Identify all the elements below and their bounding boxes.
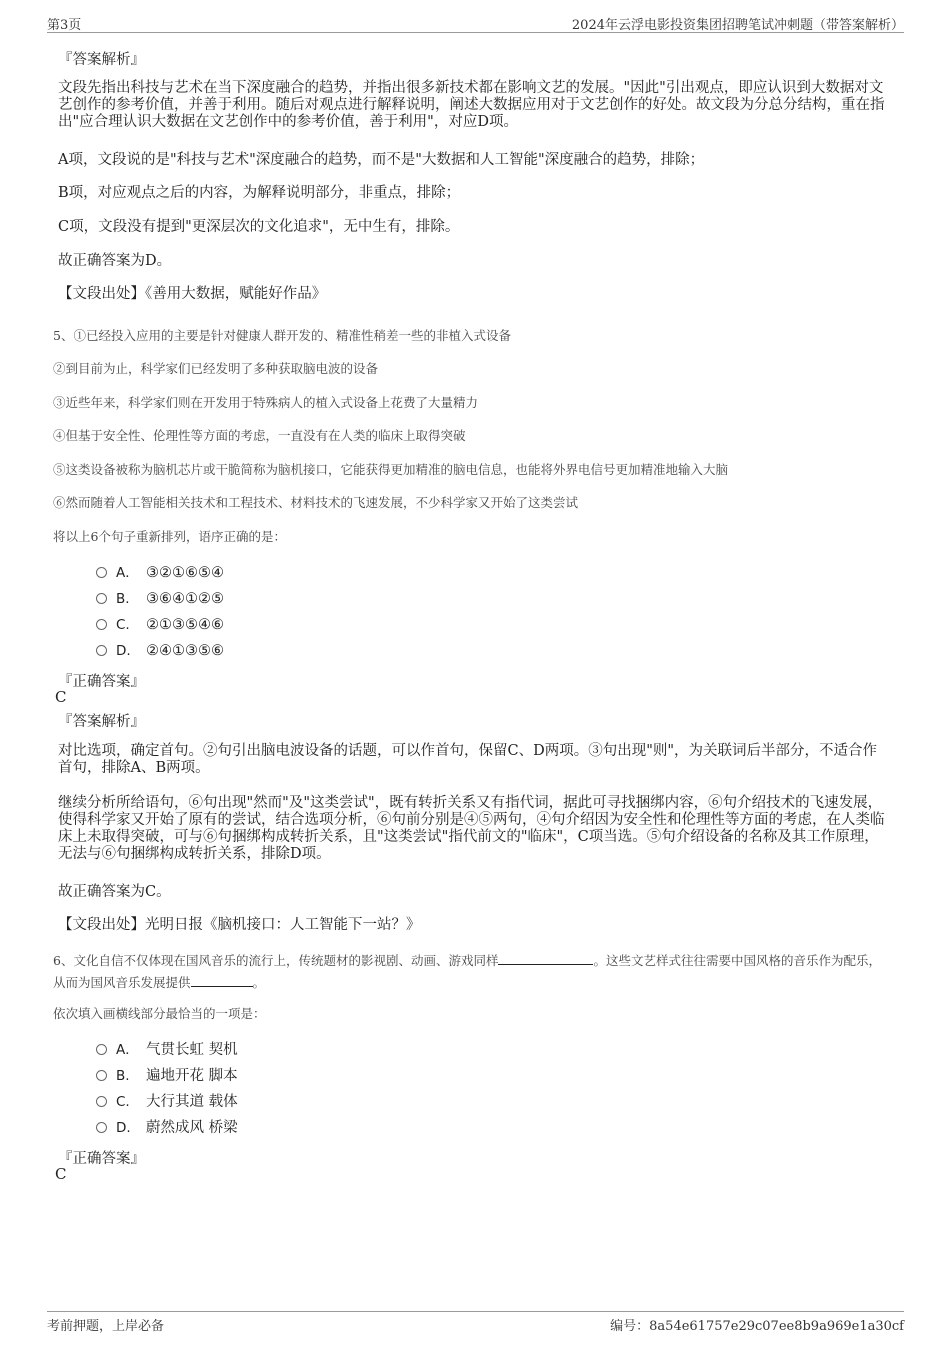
q5-sentence-3: ③近些年来，科学家们则在开发用于特殊病人的植入式设备上花费了大量精力 (53, 395, 479, 410)
q6-stem-part-2: 。这些文艺样式往往需要中国风格的音乐作为配乐，从而为国风音乐发展提供 (53, 953, 881, 990)
q5-sentence-5: ⑤这类设备被称为脑机芯片或干脆简称为脑机接口，它能获得更加精准的脑电信息，也能将外界电信号更加精准地输入大脑 (53, 462, 729, 477)
q5-analysis-paragraph-1: 对比选项，确定首句。②句引出脑电波设备的话题，可以作首句，保留C、D两项。③句出现"则"，为关联词后半部分，不适合作首句，排除A、B两项。 (58, 743, 878, 776)
option-text: 遍地开花 脚本 (146, 1068, 238, 1084)
q5-answer: C (55, 688, 67, 706)
q5-analysis-paragraph-2: 继续分析所给语句，⑥句出现"然而"及"这类尝试"，既有转折关系又有指代词，据此可寻找捆绑内容，⑥句介绍技术的飞速发展，使得科学家又开始了原有的尝试，结合选项分析，⑥句前分别是④⑤两句，④句介绍因为安全性和伦理性等方面的考虑，在人类临床上未取得突破，可与⑥句捆绑构成转折关系，且"这类尝试"指代前文的"临床"，C项当选。⑤句介绍设备的名称及其工作原理，无法与⑥句捆绑构成转折关系，排除D项。 (58, 795, 885, 862)
q6-option-b[interactable] (96, 1066, 238, 1086)
q6-stem (53, 950, 893, 994)
option-key: B. (116, 1068, 130, 1084)
q5-sentence-6: ⑥然而随着人工智能相关技术和工程技术、材料技术的飞速发展，不少科学家又开始了这类尝试 (53, 495, 579, 510)
radio-icon[interactable] (96, 645, 107, 656)
q4-analysis-option-b: B项，对应观点之后的内容，为解释说明部分，非重点，排除； (58, 185, 461, 201)
q5-answer-label: 『正确答案』 (58, 674, 145, 690)
q4-conclusion: 故正确答案为D。 (58, 253, 172, 269)
q5-source: 【文段出处】光明日报《脑机接口：人工智能下一站？》 (58, 917, 421, 933)
q4-analysis-label: 『答案解析』 (58, 52, 145, 68)
radio-icon[interactable] (96, 593, 107, 604)
radio-icon[interactable] (96, 1070, 107, 1081)
q4-source: 【文段出处】《善用大数据，赋能好作品》 (58, 286, 327, 302)
q5-sentence-1: 5、①已经投入应用的主要是针对健康人群开发的、精准性稍差一些的非植入式设备 (53, 328, 511, 343)
q6-option-d[interactable] (96, 1118, 238, 1138)
q6-blank-2 (191, 973, 253, 987)
q6-option-a[interactable] (96, 1040, 238, 1060)
q5-prompt: 将以上6个句子重新排列，语序正确的是： (53, 529, 286, 544)
q6-option-c[interactable] (96, 1092, 238, 1112)
q5-analysis-label: 『答案解析』 (58, 714, 145, 730)
q4-analysis-option-c: C项，文段没有提到"更深层次的文化追求"，无中生有，排除。 (58, 219, 460, 235)
radio-icon[interactable] (96, 1044, 107, 1055)
q6-answer-label: 『正确答案』 (58, 1151, 145, 1167)
option-key: C. (116, 617, 130, 633)
option-text: ③⑥④①②⑤ (146, 591, 224, 607)
document-id: 编号：8a54e61757e29c07ee8b9a969e1a30cf (610, 1319, 904, 1334)
q5-option-d[interactable] (96, 641, 224, 661)
q5-conclusion: 故正确答案为C。 (58, 884, 171, 900)
page-header (47, 12, 904, 33)
option-key: D. (116, 1120, 131, 1136)
document-title: 2024年云浮电影投资集团招聘笔试冲刺题（带答案解析） (571, 18, 904, 33)
radio-icon[interactable] (96, 1122, 107, 1133)
q5-option-a[interactable] (96, 563, 224, 583)
q6-answer: C (55, 1165, 67, 1183)
radio-icon[interactable] (96, 567, 107, 578)
radio-icon[interactable] (96, 619, 107, 630)
radio-icon[interactable] (96, 1096, 107, 1107)
option-text: ②④①③⑤⑥ (146, 643, 224, 659)
q4-analysis-paragraph: 文段先指出科技与艺术在当下深度融合的趋势，并指出很多新技术都在影响文艺的发展。"因此"引出观点，即应认识到大数据对文艺创作的参考价值，并善于利用。随后对观点进行解释说明，阐述大数据应用对于文艺创作的好处。故文段为分总分结构，重在指出"应合理认识大数据在文艺创作中的参考价值，善于利用"，对应D项。 (58, 80, 885, 130)
option-key: B. (116, 591, 130, 607)
option-text: 气贯长虹 契机 (146, 1042, 238, 1058)
q4-analysis-option-a: A项，文段说的是"科技与艺术"深度融合的趋势，而不是"大数据和人工智能"深度融合的趋势，排除； (58, 152, 705, 168)
q5-option-b[interactable] (96, 589, 224, 609)
option-key: A． (116, 1042, 139, 1058)
option-key: D. (116, 643, 131, 659)
option-text: ③②①⑥⑤④ (146, 565, 224, 581)
footer-slogan: 考前押题，上岸必备 (47, 1319, 165, 1334)
option-text: 蔚然成风 桥梁 (146, 1120, 238, 1136)
option-text: ②①③⑤④⑥ (146, 617, 224, 633)
q5-sentence-4: ④但基于安全性、伦理性等方面的考虑，一直没有在人类的临床上取得突破 (53, 428, 466, 443)
option-key: A． (116, 565, 139, 581)
page-footer (47, 1311, 904, 1336)
q6-blank-1 (498, 951, 593, 965)
option-key: C. (116, 1094, 130, 1110)
q5-option-c[interactable] (96, 615, 224, 635)
q6-stem-part-3: 。 (252, 975, 266, 990)
q6-prompt: 依次填入画横线部分最恰当的一项是： (53, 1006, 266, 1021)
option-text: 大行其道 载体 (146, 1094, 238, 1110)
q6-stem-part-1: 6、文化自信不仅体现在国风音乐的流行上，传统题材的影视剧、动画、游戏同样 (53, 953, 499, 968)
page-number: 第3页 (47, 18, 82, 33)
q5-sentence-2: ②到目前为止，科学家们已经发明了多种获取脑电波的设备 (53, 361, 379, 376)
